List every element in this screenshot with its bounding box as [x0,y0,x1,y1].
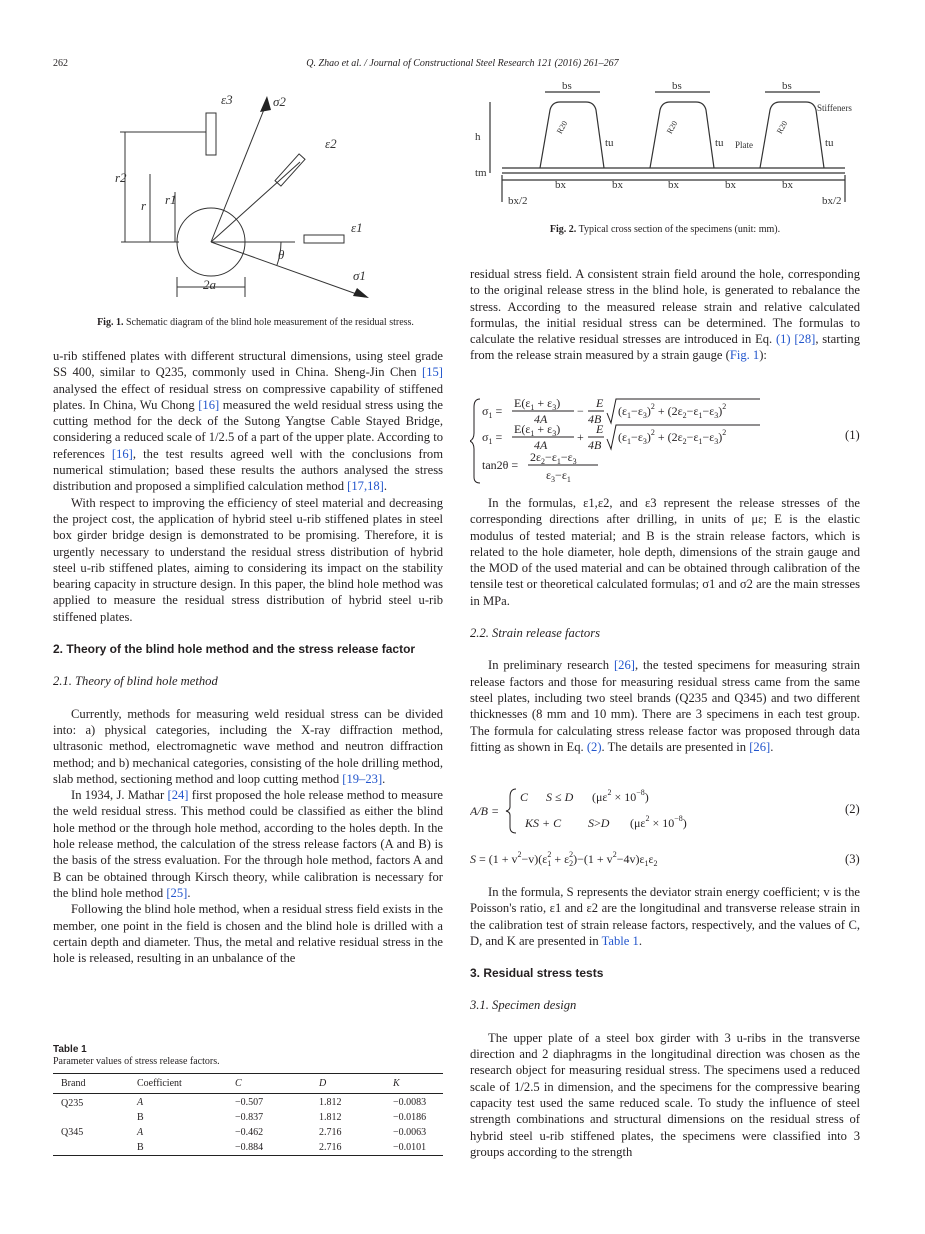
svg-text:E: E [596,422,604,436]
equation-1 [470,395,770,487]
u-rib-3 [760,102,824,168]
label-tm: tm [475,167,487,179]
label-2a: 2a [203,277,216,292]
right-column-mid [470,495,860,755]
label-bs-1: bs [562,80,572,92]
paragraph-right-2: In the formulas, ε1,ε2, and ε3 represent the release stresses of the corresponding directions after drilling, in units of με; E is the elastic modulus of tested material; and B is the strain release factors, which is related to the hole diameter, hole depth, dimensions of the strain gauge and the MOD of the used material and can be obtained through calibration of the tensile test or theoretical calculated formulas; σ1 and σ2 are the main stresses in MPa. [470,496,860,608]
table-1 [53,1044,443,1156]
table-row: Q345 A −0.462 2.716 −0.0063 [61,1127,427,1138]
figure-2-caption: Fig. 2. Typical cross section of the specimens (unit: mm). [549,224,781,235]
ref-24[interactable]: [24] [167,788,189,803]
figure-1-caption: Fig. 1. Schematic diagram of the blind hole measurement of the residual stress. [97,317,414,328]
strain-gauge-e3 [206,113,216,155]
svg-text:4A: 4A [534,412,548,426]
label-plate: Plate [735,140,753,150]
equation-3 [470,848,740,870]
label-e2: ε2 [325,136,337,151]
label-h: h [475,131,481,143]
svg-text:(με2 × 10−8): $(\mu\varepsilon^2 \times 10^{-8})$ [630,814,687,830]
label-bs-3: bs [782,80,792,92]
label-tu-1: tu [605,137,614,149]
table-1-title: Parameter values of stress release factors. [53,1056,220,1067]
figure-2-diagram [470,80,870,212]
label-r: r [141,198,147,213]
label-r1: r1 [165,192,177,207]
label-tu-3: tu [825,137,834,149]
sigma2-arrowhead [260,96,271,112]
table-row: B −0.884 2.716 −0.0101 [137,1142,427,1153]
label-e1: ε1 [351,220,363,235]
equation-2 [470,785,730,837]
ref-26[interactable]: [26] [613,658,635,673]
left-column [53,348,443,966]
svg-text:(ε1−ε3)2 + (2ε2−ε1−ε3)2: $(\varepsilon_1-\varepsilon_3)^2 + (2\varepsilon_2-\varepsilon_1-\varepsilon_3)^2$ [618,402,727,420]
svg-text:KS + C: KS + C [525,816,562,830]
equation-2-number: (2) [845,802,860,816]
ref-16[interactable]: [16] [198,397,220,412]
u-rib-1 [540,102,604,168]
right-column-top [470,266,860,364]
paragraph-left-3: Currently, methods for measuring weld residual stress can be divided into: a) physical categories, including the X-ray diffraction method, ultrasonic method, electromagnetic wave method and neutron diffraction method; and b) mechanical categories, consisting of the hole drilling method, slab method, sectioning method and loop cutting method [19–23]. [53,706,443,786]
paragraph-right-3: In preliminary research [26], the tested specimens for measuring strain release factors and those for measuring residual stress came from the same steel plates, including two steel brands (Q235 and Q345) and two different thicknesses (8 mm and 10 mm). There are 3 specimens in each test group. The formula for calculating stress release factor was proposed through data fitting as shown in Eq. (2). The details are presented in [26]. [470,658,860,754]
paragraph-right-1: residual stress field. A consistent strain field around the hole, corresponding to the original release stress in the blind hole, is generated to rebalance the stress. According to the measured release strain and relative calculated formulas, the initial residual stress can be determined. The formulas to calculate the relative residual stresses are introduced in Eq. (1) [28], starting from the release strain measured by a strain gauge (Fig. 1): [470,267,860,363]
ref-25[interactable]: [25] [166,885,188,900]
running-header: Q. Zhao et al. / Journal of Constructional Steel Research 121 (2016) 261–267 [306,58,619,69]
svg-text:σ1 =: $\sigma_1$ = [482,430,503,446]
ref-26b[interactable]: [26] [749,739,771,754]
label-e3: ε3 [221,92,233,107]
label-bx2-right: bx/2 [822,195,842,207]
paragraph-right-4: In the formula, S represents the deviator strain energy coefficient; v is the Poisson's ratio, ε1 and ε2 are the longitudinal and transverse release strain in the calibration test of strain release factors, respectively, and the values of C, D, and K are presented in Table 1. [470,885,860,948]
label-bs-2: bs [672,80,682,92]
label-bx-5: bx [782,179,793,191]
label-bx-4: bx [725,179,736,191]
svg-text:4A: 4A [534,438,548,452]
svg-text:2ε2−ε1−ε3: $2\varepsilon_2-\varepsilon_1-\varepsilon_3$ [530,450,577,466]
strain-gauge-e2 [275,154,305,186]
label-r2: r2 [115,170,127,185]
svg-text:S ≤ D: S ≤ D [546,790,574,804]
ref-eq2[interactable]: (2) [586,739,602,754]
svg-text:4B: 4B [588,412,602,426]
table-1-label: Table 1 [53,1044,87,1055]
paragraph-left-5: Following the blind hole method, when a residual stress field exists in the member, one point in the field is chosen and the blind hole is drilled with a certain depth and diameter. Thus, the metal and relative residual stress in the hole is released, resulting in an unbalance of the [53,902,443,966]
svg-text:σ1 =: $\sigma_1$ = [482,404,503,420]
paragraph-right-5: The upper plate of a steel box girder with 3 u-ribs in the transverse direction and 2 diaphragms in the longitudinal direction was chosen as the research object for measuring residual stress. The specimens used a reduced scale of 1/2.5 in dimension, and the specimens for the compressive bearing capacity test used the same reduced scale. To study the influence of steel strength combinations and structural dimensions on the residual stress of hybrid steel u-rib stiffened plates, the specimens were classified into 3 groups according to the strength [470,1030,860,1159]
svg-text:E: E [596,396,604,410]
svg-text:(ε1−ε3)2 + (2ε2−ε1−ε3)2: $(\varepsilon_1-\varepsilon_3)^2 + (2\varepsilon_2-\varepsilon_1-\varepsilon_3)^2$ [618,428,727,446]
ref-16b[interactable]: [16] [111,446,133,461]
svg-text:ε3−ε1: $\varepsilon_3-\varepsilon_1$ [546,468,571,484]
page-number: 262 [53,58,68,69]
label-tu-2: tu [715,137,724,149]
paragraph-left-4: In 1934, J. Mathar [24] first proposed the hole release method to measure the weld residual stress. This method could be classified as either the blind hole method or the through hole method, according to the holes depth. In the hole release method, the calculation of the stress release factors (A and B) is the basis of the stress evaluation. For the through hole method, factors A and B can be obtained through Kirsch theory, while calibration is necessary for the blind hole method [25]. [53,788,443,900]
svg-text:4B: 4B [588,438,602,452]
svg-text:C: C [520,790,529,804]
right-column-bottom [470,884,860,1160]
ref-fig1[interactable]: Fig. 1 [729,348,760,363]
svg-text:S = (1 + v2−v)(ε21 + ε22)−(1 +: $S = (1 + v^2-v)(\varepsilon^2$ $1 + \varepsilon^2$ $2)-(1 + v^2-4v)\varepsilon_1\varepsilon_2$ [470,850,658,868]
ref-15[interactable]: [15] [422,365,443,380]
svg-text:E(ε1 + ε3): $E(\varepsilon_1 + \varepsilon_3)$ [514,396,561,412]
table-row: B −0.837 1.812 −0.0186 [137,1112,427,1123]
strain-gauge-e1 [304,235,344,243]
label-r20-3: R20 [774,119,790,136]
label-sigma2: σ2 [273,94,286,109]
table-row: Q235 A −0.507 1.812 −0.0083 [61,1096,427,1109]
svg-text:A/B =: A/B = [470,804,500,818]
label-stiffeners: Stiffeners [817,103,852,113]
label-bx-2: bx [612,179,623,191]
ref-28[interactable]: [28] [794,332,816,347]
label-theta: θ [278,247,285,262]
section-2-heading: 2. Theory of the blind hole method and the stress release factor [53,642,416,657]
svg-text:E(ε1 + ε3): $E(\varepsilon_1 + \varepsilon_3)$ [514,422,561,438]
sigma1-arrowhead [353,288,369,298]
section-2-2-heading: 2.2. Strain release factors [470,626,601,641]
svg-text:(με2 × 10−8): $(\mu\varepsilon^2 \times 10^{-8})$ [592,788,649,804]
table-1-grid [53,1073,443,1156]
svg-text:−: − [577,404,584,418]
ref-table1[interactable]: Table 1 [601,933,639,948]
ref-19-23[interactable]: [19–23] [342,771,383,786]
paragraph-left-1: u-rib stiffened plates with different structural dimensions, using steel grade SS 400, similar to Q235, commonly used in China. Sheng-Jin Chen [15] analysed the effect of residual stress on compressive capability of stiffened plates. In China, Wu Chong [16] measured the weld residual stress using the cutting method for the deck of the Sutong Yangtse Cable Stayed Bridge, considering a reduced scale of 1/2.5 of a part of the upper plate. According to references [16], the test results agreed well with the conclusions from numerical stimulation; based these results the authors analysed the stress distribution and proposed a simplified calculation method [17,18]. [53,349,443,494]
label-r20-2: R20 [664,119,680,136]
svg-text:+: + [577,430,584,444]
table-header-row: Brand Coefficient C D K [53,1074,443,1094]
equation-3-number: (3) [845,852,860,866]
figure-1-diagram [95,82,395,302]
svg-text:tan2θ =: tan2θ = [482,458,519,472]
sigma2-axis [211,102,267,242]
paragraph-left-2: With respect to improving the efficiency of steel material and decreasing the project cost, the application of hybrid steel u-rib stiffened plates in steel box girder bridge design is demonstrated to be promising. Therefore, it is urgently necessary to understand the residual stress distribution of hybrid steel u-rib stiffened plates, aiming to considering its impact on the stability bearing capacity in structure design. In this paper, the blind hole method was applied to measure the residual stress distribution of hybrid steel u-rib stiffened plates. [53,495,443,624]
label-bx-3: bx [668,179,679,191]
label-sigma1: σ1 [353,268,366,283]
label-bx2-left: bx/2 [508,195,528,207]
label-r20-1: R20 [554,119,570,136]
ref-17-18[interactable]: [17,18] [347,479,384,494]
section-2-1-heading: 2.1. Theory of blind hole method [53,674,218,689]
sigma1-axis [211,242,365,297]
ref-eq1[interactable]: (1) [775,332,791,347]
svg-text:S>D: S>D [588,816,610,830]
u-rib-2 [650,102,714,168]
section-3-heading: 3. Residual stress tests [470,966,604,981]
equation-1-number: (1) [845,428,860,442]
section-3-1-heading: 3.1. Specimen design [470,998,577,1013]
label-bx-1: bx [555,179,566,191]
